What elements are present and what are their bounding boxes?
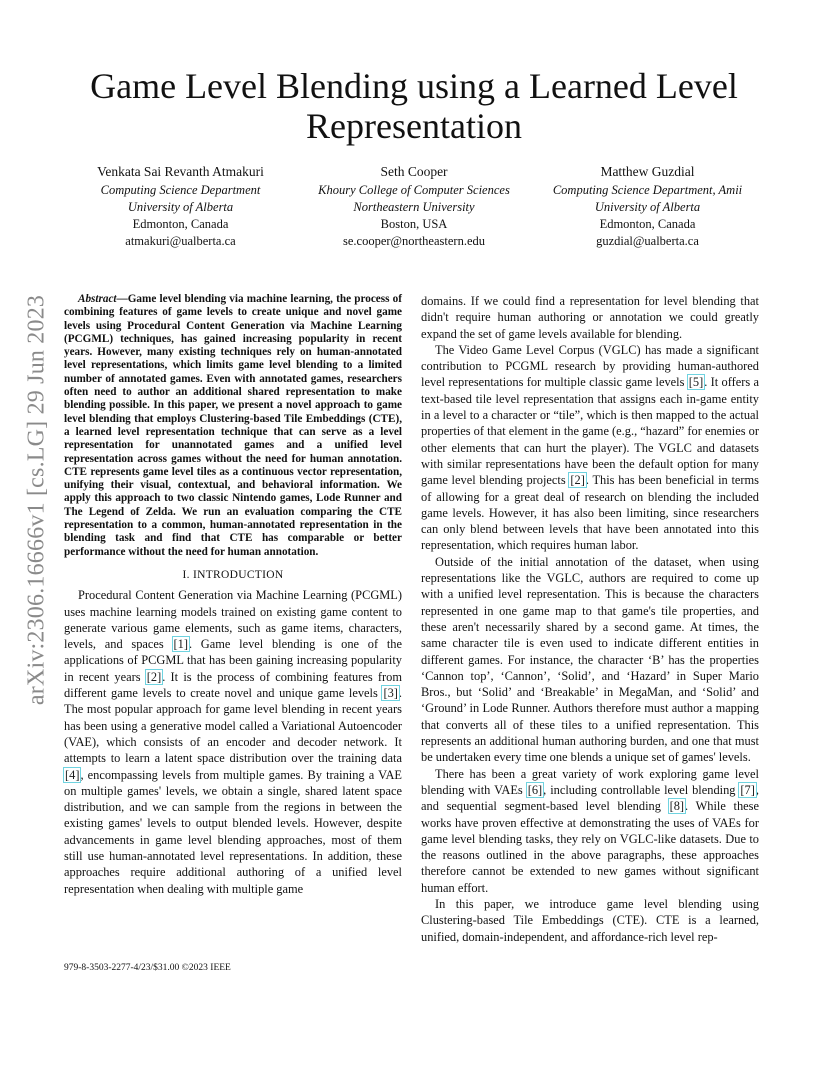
- arxiv-identifier: [22, 290, 52, 710]
- author-department: Computing Science Department, Amii: [552, 183, 743, 197]
- section-heading-introduction: I. INTRODUCTION: [182, 568, 284, 581]
- abstract-label: Abstract: [78, 293, 117, 305]
- right-column: [421, 293, 759, 945]
- citation-link[interactable]: [7]: [740, 782, 755, 797]
- author-location: Edmonton, Canada: [599, 217, 696, 231]
- citation-link[interactable]: [3]: [383, 686, 398, 701]
- author-name: Matthew Guzdial: [600, 164, 695, 179]
- citation-link[interactable]: [4]: [65, 767, 80, 782]
- copyright-footnote: 979-8-3503-2277-4/23/$31.00 ©2023 IEEE: [64, 963, 231, 973]
- citation-link[interactable]: [2]: [570, 473, 585, 488]
- arxiv-identifier-text: arXiv:2306.16666v1 [cs.LG] 29 Jun 2023: [23, 294, 50, 706]
- left-column: [64, 293, 402, 897]
- abstract: [64, 293, 402, 559]
- author-block: [64, 162, 764, 250]
- author-location: Boston, USA: [380, 217, 448, 231]
- citation-link[interactable]: [6]: [527, 782, 543, 797]
- citation-link[interactable]: [1]: [173, 637, 188, 652]
- author-2: [298, 162, 531, 250]
- intro-paragraph: Procedural Content Generation via Machine Learning (PCGML) uses machine learning models trained on existing game content to generate various game elements, such as game items, characters, levels, and spaces [1]. Game level blending is one of the applications of PCGML that has been gaining increasing popularity in recent years [2]. It is the process of combining features from different game levels to create novel and unique game levels [3]. The most popular approach for game level blending in recent years has been using a generative model called a Variational Autoencoder (VAE), which consists of an encoder and decoder network. It attempts to learn a latent space distribution over the training data [4], encompassing levels from multiple games. By training a VAE on multiple games' levels, we obtain a single, shared latent space distribution, and we can sample from the regions in between the existing games' levels to output blended levels. However, despite advancements in game level blending approaches, most of them still use human-annotated level representations. In addition, these approaches require additional authoring of a unified level representation when dealing with multiple game: [64, 588, 402, 896]
- author-department: Computing Science Department: [100, 183, 261, 197]
- author-1: [64, 162, 297, 250]
- author-institution: University of Alberta: [594, 200, 701, 214]
- abstract-text: —Game level blending via machine learning, the process of combining features of game levels to create unique and novel game levels using Procedural Content Generation via Machine Learning (PCGML) techniques, has gained increasing popularity in recent years. However, many existing techniques rely on human-annotated level representations, which limits game level blending to a limited number of annotated games. Even with annotated games, researchers often need to author an additional shared representation to make blending possible. In this paper, we present a novel approach to game level blending that employs Clustering-based Tile Embeddings (CTE), a learned level representation technique that can serve as a level representation for unannotated games and a unified level representation across games without the need for human annotation. CTE represents game level tiles as a continuous vector representation, unifying their visual, contextual, and behavioral information. We apply this approach to two classic Nintendo games, Lode Runner and The Legend of Zelda. We run an evaluation comparing the CTE representation to a common, human-annotated representation in the blending task and find that CTE has comparable or better performance without the need for human annotation.: [64, 293, 402, 558]
- citation-link[interactable]: [5]: [688, 375, 704, 390]
- body-paragraph: There has been a great variety of work exploring game level blending with VAEs [6], including controllable level blending [7], and sequential segment-based level blending [8]. While these works have proven effective at demonstrating the uses of VAEs for game level blending tasks, they rely on VGLC-like datasets. Due to the reasons outlined in the above paragraphs, these approaches therefore cannot be extended to new games without significant human effort.: [421, 766, 759, 895]
- author-email[interactable]: guzdial@ualberta.ca: [596, 234, 699, 248]
- body-paragraph: domains. If we could find a representation for level blending that didn't require human authoring or annotation we could greatly expand the set of game levels available for blending.: [421, 294, 759, 341]
- author-email[interactable]: atmakuri@ualberta.ca: [125, 234, 236, 248]
- author-institution: University of Alberta: [127, 200, 234, 214]
- body-paragraph: The Video Game Level Corpus (VGLC) has made a significant contribution to PCGML research by providing human-authored level representations for multiple classic game levels [5]. It offers a text-based tile level representation that assigns each in-game entity in a level to a character or “tile”, which is then mapped to the actual properties of that element in the game (e.g., “hazard” for enemies or other elements that can hurt the player). The VGLC and datasets with similar representations have been the default option for many game level blending projects [2]. This has been beneficial in terms of allowing for a great deal of research on blending the included game levels. However, it has also been limiting, since researchers can only blend between levels that have been annotated into this representation, which requires human labor.: [421, 342, 759, 553]
- body-paragraph: In this paper, we introduce game level blending using Clustering-based Tile Embeddings (CTE). CTE is a learned, unified, domain-independent, and affordance-rich level rep-: [421, 896, 759, 944]
- body-paragraph: Outside of the initial annotation of the dataset, when using representations like the VGLC, authors are required to come up with a unified level representation. This is because the characters represented in one game map to that game's tile properties, and these aren't necessarily shared by a second game. At times, the same character tile is even used to indicate different entities in different games. For instance, the character ‘B’ has the properties ‘Cannon top’, ‘Cannon’, ‘Solid’, and ‘Hazard’ in Super Mario Bros., but ‘Solid’ and ‘Breakable’ in MegaMan, and ‘Solid’ and ‘Ground’ in Lode Runner. Authors therefore must author a mapping that converts all of these tiles to a unified representation. This represents an additional human authoring burden, and one that must be undertaken every time one blends a unique set of games' levels.: [421, 554, 759, 765]
- author-3: [531, 162, 764, 250]
- author-location: Edmonton, Canada: [132, 217, 229, 231]
- author-name: Seth Cooper: [380, 164, 448, 179]
- author-institution: Northeastern University: [353, 200, 475, 214]
- author-email[interactable]: se.cooper@northeastern.edu: [342, 234, 485, 248]
- author-department: Khoury College of Computer Sciences: [318, 183, 510, 197]
- author-name: Venkata Sai Revanth Atmakuri: [97, 164, 264, 179]
- paper-title: Game Level Blending using a Learned Level Representation: [90, 66, 738, 146]
- citation-link[interactable]: [2]: [146, 669, 162, 684]
- citation-link[interactable]: [8]: [669, 799, 685, 814]
